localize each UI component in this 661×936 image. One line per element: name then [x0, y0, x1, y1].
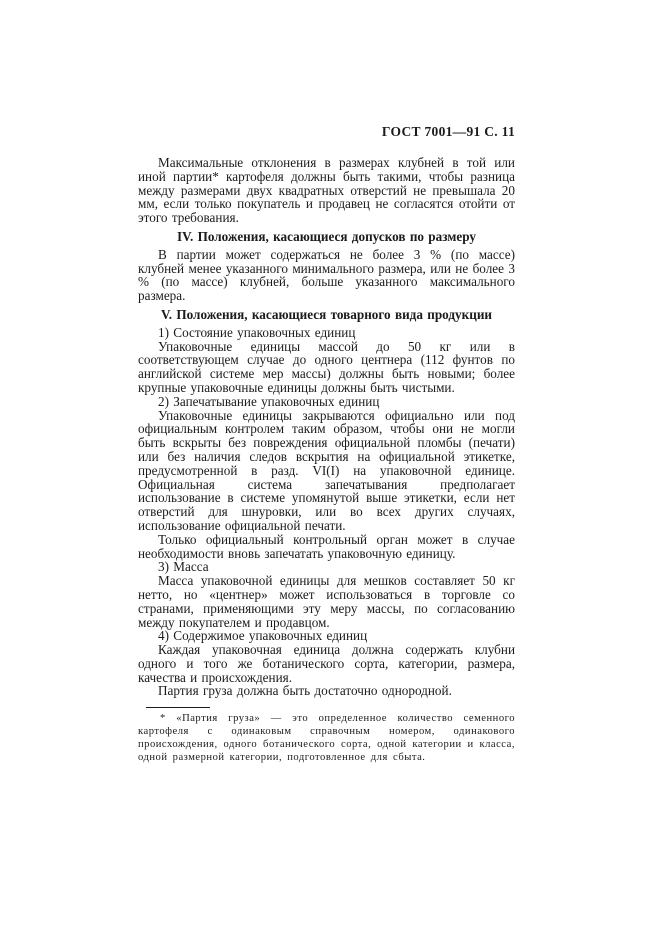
- document-content: [138, 125, 515, 764]
- section-iv-heading: IV. Положения, касающиеся допусков по размеру: [177, 228, 476, 244]
- item-2-label: 2) Запечатывание упаковочных единиц: [158, 393, 380, 409]
- item-2-paragraph-1: Упаковочные единицы закрываются официально или под официальным контролем таким образом, чтобы они не могли быть вскрыты без повреждения официальной пломбы (печати) или без наличия следов вскрытия на официальной этикетке, предусмотренной в разд. VI(I) на упаковочной единице. Официальная система запечатывания предполагает использование в системе упомянутой выше этикетки, если нет отверстий для шнуровки, или во всех других случаях, использование официальной печати.: [138, 407, 515, 533]
- item-4-paragraph: Каждая упаковочная единица должна содержать клубни одного и того же ботанического сорта, категории, размера, качества и происхождения.: [138, 642, 515, 685]
- item-4-label: 4) Содержимое упаковочных единиц: [158, 628, 368, 644]
- item-3-paragraph: Масса упаковочной единицы для мешков составляет 50 кг нетто, но «центнер» может использоваться в торговле со странами, применяющими эту меру массы, по согласованию между покупателем и продавцом.: [138, 573, 515, 630]
- item-1-paragraph: Упаковочные единицы массой до 50 кг или в соответствующем случае до одного центнера (112 фунтов по английской системе мер массы) должны быть новыми; более крупные упаковочные единицы должны быть чистыми.: [138, 338, 515, 395]
- intro-paragraph: Максимальные отклонения в размерах клубней в той или иной партии* картофеля должны быть такими, чтобы разница между размерами двух квадратных отверстий не превышала 20 мм, если только покупатель и продавец не согласятся отойти от этого требования.: [138, 155, 515, 226]
- item-3-label: 3) Масса: [158, 559, 209, 575]
- page-header: ГОСТ 7001—91 С. 11: [381, 124, 515, 139]
- footnote-text: * «Партия груза» — это определенное количество семенного картофеля с одинаковым справочным номером, одинакового происхождения, одного ботанического сорта, одной категории и класса, одной размерной категории, подготовленное для сбыта.: [138, 713, 515, 764]
- closing-paragraph: Партия груза должна быть достаточно однородной.: [158, 683, 452, 699]
- item-1-label: 1) Состояние упаковочных единиц: [158, 324, 356, 340]
- footnote-divider: [146, 707, 210, 708]
- section-iv-paragraph: В партии может содержаться не более 3 % (по массе) клубней менее указанного минимального размера, или не более 3 % (по массе) клубней, больше указанного максимального размера.: [138, 246, 515, 304]
- item-2-paragraph-2: Только официальный контрольный орган может в случае необходимости вновь запечатать упаковочную единицу.: [138, 531, 515, 561]
- section-v-heading: V. Положения, касающиеся товарного вида продукции: [160, 306, 493, 322]
